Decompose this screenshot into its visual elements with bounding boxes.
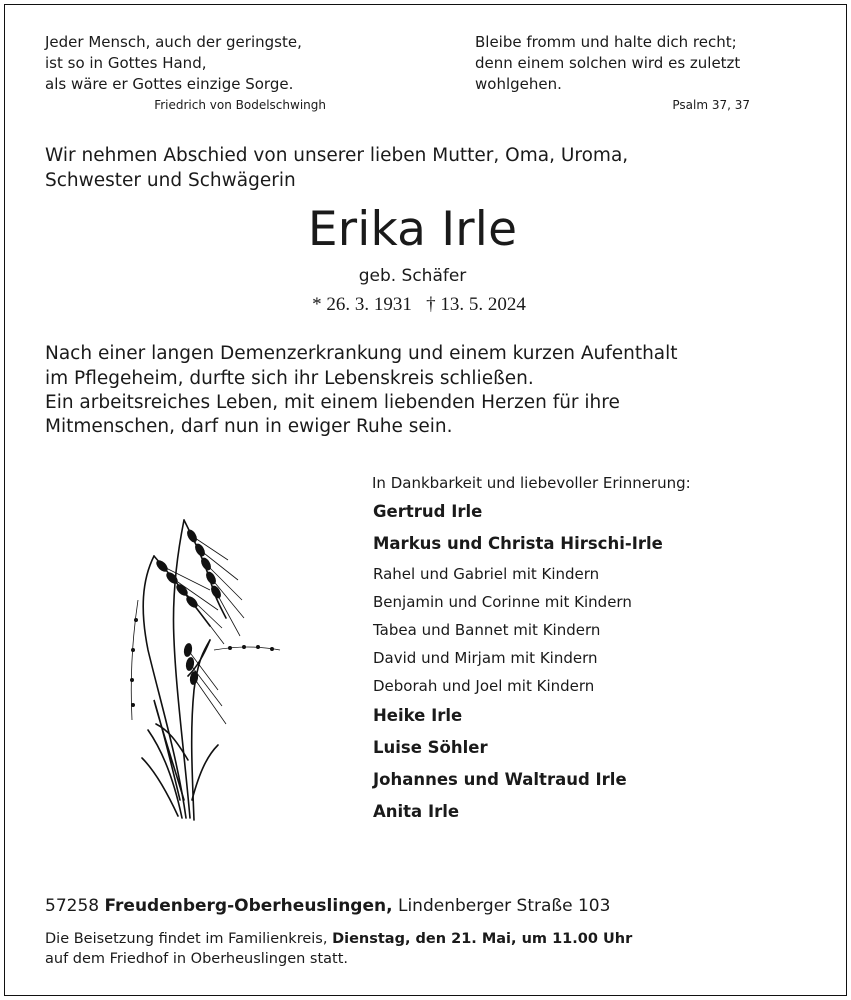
mourners-heading: In Dankbarkeit und liebevoller Erinnerung:: [372, 474, 691, 492]
body-line: Mitmenschen, darf nun in ewiger Ruhe sein.: [45, 416, 453, 437]
funeral-prefix: Die Beisetzung findet im Familienkreis,: [45, 931, 328, 947]
body-line: Ein arbeitsreiches Leben, mit einem liebenden Herzen für ihre: [45, 392, 620, 413]
mourner-entry: Anita Irle: [373, 802, 460, 821]
intro-line: Schwester und Schwägerin: [45, 170, 296, 191]
life-dates: * 26. 3. 1931 † 13. 5. 2024: [312, 294, 526, 315]
funeral-date: Dienstag, den 21. Mai, um 11.00 Uhr: [332, 931, 633, 947]
quote-left-source: Friedrich von Bodelschwingh: [154, 98, 326, 112]
quote-right-line: denn einem solchen wird es zuletzt: [475, 54, 741, 72]
quote-left-line: Jeder Mensch, auch der geringste,: [45, 33, 302, 51]
birth-name: geb. Schäfer: [358, 266, 467, 286]
body-line: Nach einer langen Demenzerkrankung und einem kurzen Aufenthalt: [45, 343, 678, 364]
mourner-entry: Gertrud Irle: [373, 502, 483, 521]
quote-left-line: ist so in Gottes Hand,: [45, 54, 207, 72]
quote-left-line: als wäre er Gottes einzige Sorge.: [45, 75, 294, 93]
intro-line: Wir nehmen Abschied von unserer lieben Mutter, Oma, Uroma,: [45, 145, 629, 166]
deceased-name: Erika Irle: [307, 202, 518, 257]
body-line: im Pflegeheim, durfte sich ihr Lebenskreis schließen.: [45, 368, 534, 389]
address-city: Freudenberg-Oberheuslingen,: [104, 896, 393, 916]
mourner-entry: David und Mirjam mit Kindern: [373, 649, 598, 667]
quote-right-line: Bleibe fromm und halte dich recht;: [475, 33, 737, 51]
address-street: Lindenberger Straße 103: [397, 896, 611, 916]
mourner-entry: Benjamin und Corinne mit Kindern: [373, 593, 632, 611]
funeral-notice-line: [45, 929, 632, 950]
funeral-notice-line: auf dem Friedhof in Oberheuslingen statt.: [45, 951, 349, 967]
quote-right-line: wohlgehen.: [475, 75, 562, 93]
wheat-ears-icon: [118, 500, 288, 830]
mourner-entry: Rahel und Gabriel mit Kindern: [373, 565, 600, 583]
mourner-entry: Markus und Christa Hirschi-Irle: [373, 534, 663, 553]
mourner-entry: Tabea und Bannet mit Kindern: [373, 621, 601, 639]
address-zip: 57258: [45, 896, 100, 916]
address: [45, 896, 610, 916]
mourner-entry: Luise Söhler: [373, 738, 488, 757]
mourner-entry: Johannes und Waltraud Irle: [373, 770, 627, 789]
mourner-entry: Heike Irle: [373, 706, 463, 725]
quote-right-source: Psalm 37, 37: [672, 98, 750, 112]
mourner-entry: Deborah und Joel mit Kindern: [373, 677, 595, 695]
